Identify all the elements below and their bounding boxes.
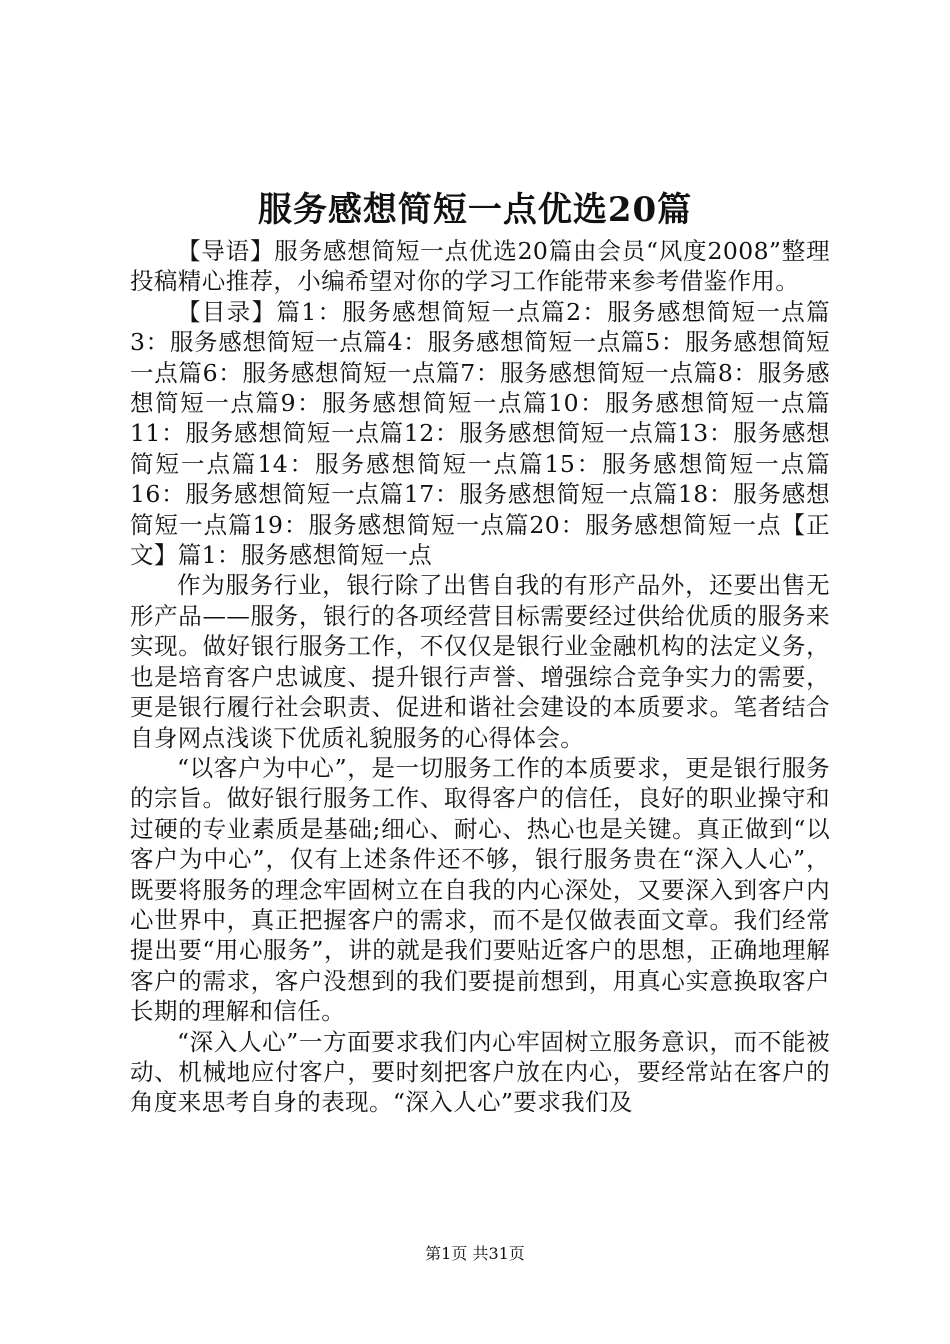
page-number-footer: 第1页 共31页	[425, 1244, 525, 1263]
toc-paragraph: 【目录】篇1：服务感想简短一点篇2：服务感想简短一点篇3：服务感想简短一点篇4：服务感想简短一点篇5：服务感想简短一点篇6：服务感想简短一点篇7：服务感想简短一点篇8：服务感想简短一点篇9：服务感想简短一点篇10：服务感想简短一点篇11：服务感想简短一点篇12：服务感想简短一点篇13：服务感想简短一点篇14：服务感想简短一点篇15：服务感想简短一点篇16：服务感想简短一点篇17：服务感想简短一点篇18：服务感想简短一点篇19：服务感想简短一点篇20：服务感想简短一点【正文】篇1：服务感想简短一点	[130, 297, 830, 570]
intro-paragraph: 【导语】服务感想简短一点优选20篇由会员“风度2008”整理投稿精心推荐，小编希望对你的学习工作能带来参考借鉴作用。	[130, 237, 830, 296]
body-paragraph-3: “深入人心”一方面要求我们内心牢固树立服务意识，而不能被动、机械地应付客户，要时刻把客户放在内心，要经常站在客户的角度来思考自身的表现。“深入人心”要求我们及	[130, 1027, 830, 1117]
body-paragraph-1: 作为服务行业，银行除了出售自我的有形产品外，还要出售无形产品——服务，银行的各项经营目标需要经过供给优质的服务来实现。做好银行服务工作，不仅仅是银行业金融机构的法定义务，也是培育客户忠诚度、提升银行声誉、增强综合竞争实力的需要，更是银行履行社会职责、促进和谐社会建设的本质要求。笔者结合自身网点浅谈下优质礼貌服务的心得体会。	[130, 571, 830, 752]
body-paragraph-2: “以客户为中心”，是一切服务工作的本质要求，更是银行服务的宗旨。做好银行服务工作、取得客户的信任，良好的职业操守和过硬的专业素质是基础;细心、耐心、热心也是关键。真正做到“以客户为中心”，仅有上述条件还不够，银行服务贵在“深入人心”，既要将服务的理念牢固树立在自我的内心深处，又要深入到客户内心世界中，真正把握客户的需求，而不是仅做表面文章。我们经常提出要“用心服务”，讲的就是我们要贴近客户的思想，正确地理解客户的需求，客户没想到的我们要提前想到，用真心实意换取客户长期的理解和信任。	[130, 753, 830, 1026]
document-title: 服务感想简短一点优选20篇	[257, 190, 693, 230]
document-body	[130, 236, 830, 1118]
